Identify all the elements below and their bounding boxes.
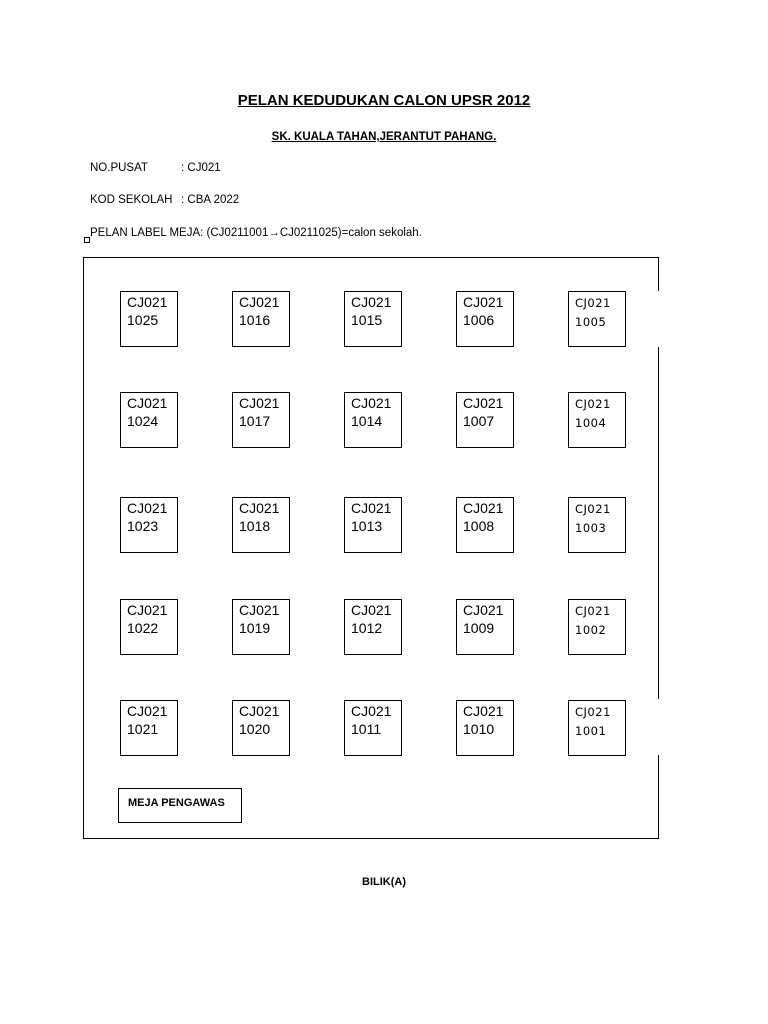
desk-number: 1012 [351, 620, 383, 636]
desk-label-plan: PELAN LABEL MEJA: (CJ0211001→CJ0211025)=calon sekolah. [90, 227, 422, 239]
candidate-desk [456, 392, 514, 448]
candidate-desk [120, 599, 178, 655]
candidate-desk [344, 700, 402, 756]
desk-prefix: CJ021 [575, 705, 611, 719]
desk-number: 1024 [127, 413, 159, 429]
desk-prefix: CJ021 [127, 602, 168, 618]
candidate-desk [456, 599, 514, 655]
desk-prefix: CJ021 [351, 294, 392, 310]
desk-number: 1002 [575, 623, 607, 637]
desk-prefix: CJ021 [239, 500, 280, 516]
school-code-label: KOD SEKOLAH [90, 194, 173, 206]
desk-prefix: CJ021 [127, 395, 168, 411]
desk-prefix: CJ021 [239, 395, 280, 411]
candidate-desk [568, 497, 626, 553]
candidate-desk [456, 497, 514, 553]
desk-prefix: CJ021 [351, 395, 392, 411]
desk-prefix: CJ021 [127, 500, 168, 516]
desk-prefix: CJ021 [351, 703, 392, 719]
desk-number: 1017 [239, 413, 271, 429]
desk-number: 1003 [575, 521, 607, 535]
desk-number: 1014 [351, 413, 383, 429]
desk-prefix: CJ021 [239, 602, 280, 618]
candidate-desk [120, 291, 178, 347]
candidate-desk [568, 700, 626, 756]
desk-number: 1010 [463, 721, 495, 737]
desk-number: 1011 [351, 721, 382, 737]
candidate-desk [344, 392, 402, 448]
desk-prefix: CJ021 [575, 604, 611, 618]
desk-prefix: CJ021 [463, 703, 504, 719]
desk-prefix: CJ021 [463, 395, 504, 411]
desk-prefix: CJ021 [463, 602, 504, 618]
desk-number: 1015 [351, 312, 383, 328]
desk-prefix: CJ021 [239, 294, 280, 310]
desk-number: 1022 [127, 620, 159, 636]
candidate-desk [344, 497, 402, 553]
desk-prefix: CJ021 [127, 294, 168, 310]
candidate-desk [120, 700, 178, 756]
door-opening-top [657, 291, 660, 347]
door-opening-bottom [657, 699, 660, 755]
candidate-desk [568, 599, 626, 655]
candidate-desk [232, 700, 290, 756]
candidate-desk [232, 392, 290, 448]
school-name: SK. KUALA TAHAN,JERANTUT PAHANG. [271, 131, 497, 143]
desk-prefix: CJ021 [463, 294, 504, 310]
candidate-desk [568, 291, 626, 347]
candidate-desk [456, 291, 514, 347]
room-label: BILIK(A) [362, 876, 406, 888]
desk-prefix: CJ021 [463, 500, 504, 516]
desk-prefix: CJ021 [575, 502, 611, 516]
desk-number: 1007 [463, 413, 495, 429]
centre-number-label: NO.PUSAT [90, 162, 148, 174]
supervisor-desk: MEJA PENGAWAS [118, 788, 242, 823]
desk-number: 1006 [463, 312, 495, 328]
desk-prefix: CJ021 [351, 500, 392, 516]
desk-prefix: CJ021 [239, 703, 280, 719]
desk-number: 1005 [575, 315, 607, 329]
desk-number: 1001 [575, 724, 607, 738]
page-title: PELAN KEDUDUKAN CALON UPSR 2012 [237, 92, 531, 109]
desk-number: 1008 [463, 518, 495, 534]
desk-number: 1016 [239, 312, 271, 328]
school-code-row [90, 194, 239, 206]
candidate-desk [456, 700, 514, 756]
candidate-desk [232, 291, 290, 347]
desk-number: 1004 [575, 416, 607, 430]
candidate-desk [232, 497, 290, 553]
desk-number: 1009 [463, 620, 495, 636]
desk-number: 1013 [351, 518, 383, 534]
desk-number: 1020 [239, 721, 271, 737]
centre-number-row [90, 162, 221, 174]
candidate-desk [344, 599, 402, 655]
desk-prefix: CJ021 [575, 397, 611, 411]
candidate-desk [120, 392, 178, 448]
school-code-value: : CBA 2022 [181, 194, 240, 206]
desk-number: 1021 [127, 721, 159, 737]
desk-prefix: CJ021 [575, 296, 611, 310]
desk-number: 1025 [127, 312, 159, 328]
candidate-desk [232, 599, 290, 655]
desk-number: 1023 [127, 518, 159, 534]
desk-number: 1019 [239, 620, 271, 636]
candidate-desk [120, 497, 178, 553]
centre-number-value: : CJ021 [181, 162, 221, 174]
desk-prefix: CJ021 [351, 602, 392, 618]
desk-prefix: CJ021 [127, 703, 168, 719]
candidate-desk [344, 291, 402, 347]
desk-number: 1018 [239, 518, 271, 534]
candidate-desk [568, 392, 626, 448]
